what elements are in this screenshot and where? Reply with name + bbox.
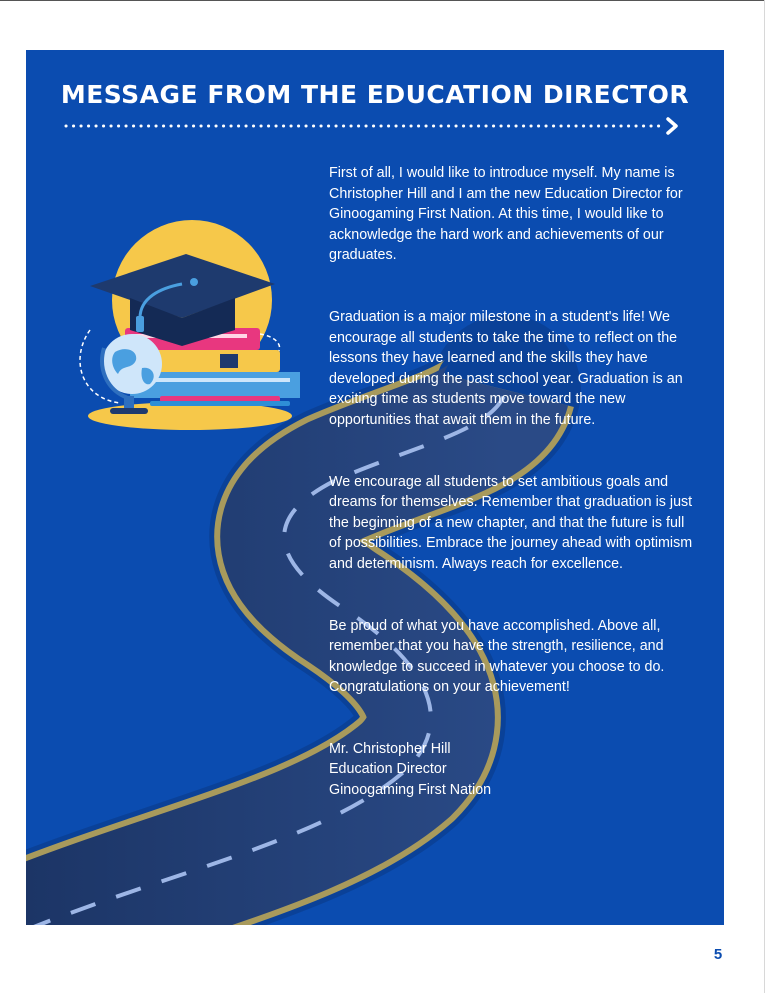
top-border — [0, 0, 765, 1]
signature-organization: Ginoogaming First Nation — [329, 782, 492, 799]
message-paragraph-2: Graduation is a major milestone in a student's life! We encourage all students to take the time to reflect on the lessons they have learned and the skills they have developed during the past school year. Graduation is an exciting time as students move toward the new opportunities that await them in the future. — [329, 308, 683, 428]
message-paragraph-1: First of all, I would like to introduce myself. My name is Christopher Hill and I am the new Education Director for Ginoogaming First Nation. At this time, I would like to acknowledge the hard work and achievements of our graduates. — [329, 165, 683, 264]
page-number: 5 — [713, 946, 723, 963]
signature-block — [329, 739, 694, 801]
content-panel — [26, 50, 724, 925]
page-title: MESSAGE FROM THE EDUCATION DIRECTOR — [60, 80, 690, 109]
director-message — [329, 163, 694, 801]
message-paragraph-4: Be proud of what you have accomplished. Above all, remember that you have the strength, resilience, and knowledge to succeed in whatever you choose to do. Congratulations on your achievement! — [329, 617, 665, 696]
dotted-arrow-divider — [64, 116, 684, 136]
signature-name: Mr. Christopher Hill — [329, 740, 451, 757]
signature-role: Education Director — [329, 761, 447, 778]
message-paragraph-3: We encourage all students to set ambitious goals and dreams for themselves. Remember that graduation is just the beginning of a new chapter, and that the future is full of possibilities. Embrace the journey ahead with optimism and determinism. Always reach for excellence. — [329, 473, 693, 572]
graduation-illustration — [70, 218, 300, 438]
